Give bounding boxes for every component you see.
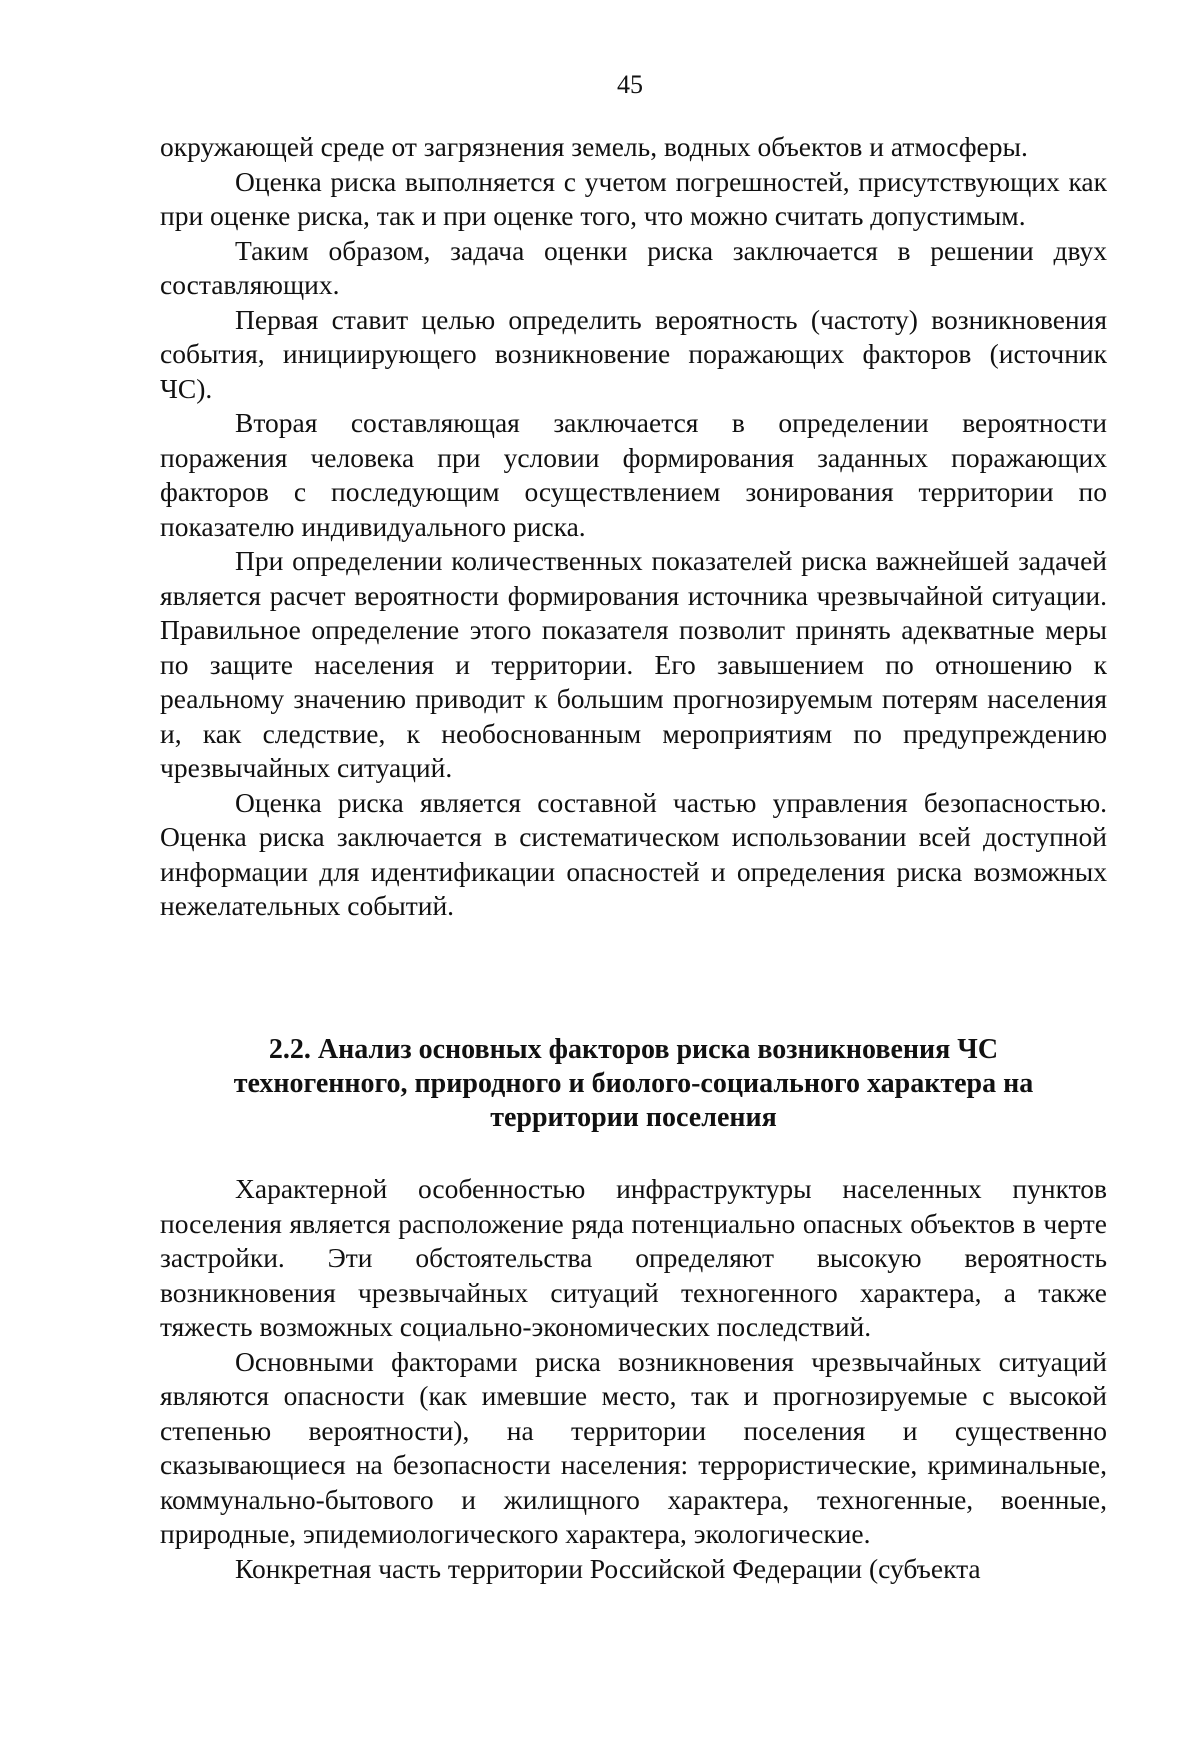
- paragraph: Характерной особенностью инфраструктуры населенных пунктов поселения является расположение ряда потенциально опасных объектов в черте застройки. Эти обстоятельства определяют высокую вероятность возникновения чрезвычайных ситуаций техногенного характера, а также тяжесть возможных социально-экономических последствий.: [160, 1173, 1107, 1342]
- paragraph: Конкретная часть территории Российской Федерации (субъекта: [235, 1552, 981, 1584]
- paragraph: Таким образом, задача оценки риска заключается в решении двух составляющих.: [160, 234, 1107, 300]
- body-text-section-1: [160, 130, 1107, 924]
- page-number: 45: [617, 70, 643, 99]
- paragraph: При определении количественных показателей риска важнейшей задачей является расчет вероятности формирования источника чрезвычайной ситуации. Правильное определение этого показателя позволит принять адекватные меры по защите населения и территории. Его завышением по отношению к реальному значению приводит к большим прогнозируемым потерям населения и, как следствие, к необоснованным мероприятиям по предупреждению чрезвычайных ситуаций.: [160, 545, 1107, 783]
- paragraph: Вторая составляющая заключается в определении вероятности поражения человека при условии формирования заданных поражающих факторов с последующим осуществлением зонирования территории по показателю индивидуального риска.: [160, 407, 1107, 542]
- heading-line: территории поселения: [490, 1102, 777, 1133]
- paragraph-continuation: окружающей среде от загрязнения земель, водных объектов и атмосферы.: [160, 131, 1028, 162]
- paragraph: Первая ставит целью определить вероятность (частоту) возникновения события, инициирующего возникновение поражающих факторов (источник ЧС).: [160, 303, 1107, 404]
- body-text-section-2: [160, 1172, 1107, 1586]
- paragraph: Основными факторами риска возникновения чрезвычайных ситуаций являются опасности (как имевшие место, так и прогнозируемые с высокой степенью вероятности), на территории поселения и существенно сказывающиеся на безопасности населения: террористические, криминальные, коммунально-бытового и жилищного характера, техногенные, военные, природные, эпидемиологического характера, экологические.: [160, 1345, 1107, 1549]
- paragraph: Оценка риска выполняется с учетом погрешностей, присутствующих как при оценке риска, так и при оценке того, что можно считать допустимым.: [160, 165, 1107, 231]
- heading-line: 2.2. Анализ основных факторов риска возникновения ЧС: [268, 1034, 999, 1065]
- heading-line: техногенного, природного и биолого-социального характера на: [233, 1068, 1034, 1099]
- paragraph: Оценка риска является составной частью управления безопасностью. Оценка риска заключается в систематическом использовании всей доступной информации для идентификации опасностей и определения риска возможных нежелательных событий.: [160, 786, 1107, 921]
- section-heading: [160, 1033, 1107, 1135]
